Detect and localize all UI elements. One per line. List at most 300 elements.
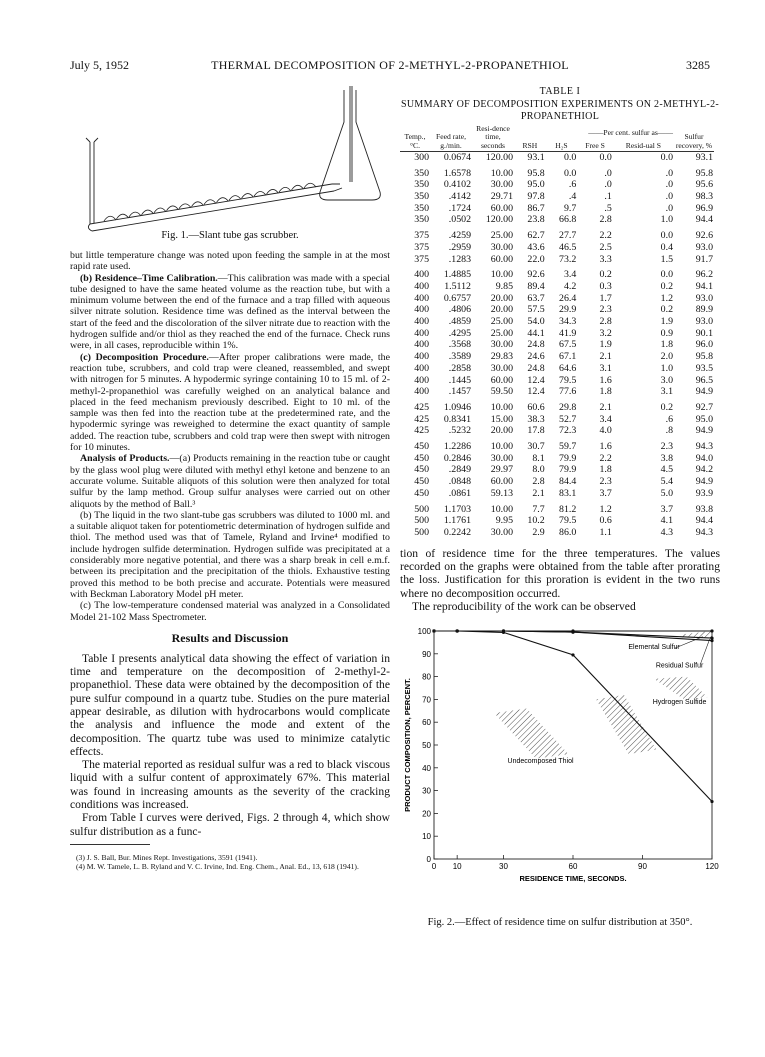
table-cell: 450	[414, 487, 429, 499]
table-cell: 94.9	[695, 476, 713, 488]
region-label: Hydrogen Sulfide	[652, 699, 707, 707]
table-cell: 4.5	[660, 464, 673, 476]
table-cell: 22.0	[527, 253, 545, 265]
header-residual-s: Resid-ual S	[613, 138, 674, 152]
table-label: TABLE I	[539, 86, 581, 97]
table-cell: 450	[414, 464, 429, 476]
table-cell: 0.0	[563, 167, 577, 179]
table-cell: .4142	[448, 191, 471, 202]
header-rsh: RSH	[514, 138, 546, 152]
table-cell: 2.8	[599, 214, 612, 226]
table-cell: 1.1703	[443, 503, 471, 515]
table-row	[400, 164, 714, 180]
table-cell: 25.00	[490, 327, 513, 339]
paragraph-scrubber-liquid: (b) The liquid in the two slant-tube gas scrubbers was diluted to 1000 ml. and a suitable aliquot taken for potentiometric determination of hydrogen sulfide and thiol. The method used was that of Tamele, Ryland and Irvine⁴ modified to include hydrogen sulfide determination. Hydrogen sulfide was precipitated at a considerably more negative potential, and there was a sharp break in cell e.m.f. between its precipitation and the precipitation of the thiols. Exhaustive testing proved this method to be both precise and accurate. Potentials were measured with Beckman Laboratory Model pH meter.	[70, 509, 390, 600]
table-cell: 350	[414, 214, 429, 226]
table-cell: .3568	[448, 339, 471, 351]
y-tick-label: 90	[422, 649, 431, 659]
paragraph-decomposition-procedure	[70, 352, 390, 454]
table-body	[400, 151, 714, 538]
table-cell: 84.4	[559, 476, 577, 488]
table-row	[400, 375, 714, 387]
table-cell: 94.0	[695, 452, 713, 464]
table-cell: 93.0	[695, 292, 713, 304]
table-cell: 12.4	[527, 374, 545, 386]
residence-calibration-lead: (b) Residence–Time Calibration.	[80, 272, 218, 284]
scrubber-bulbs	[104, 183, 316, 221]
table-cell: .1283	[448, 253, 471, 265]
table-cell: .0	[665, 202, 673, 214]
data-point	[502, 630, 505, 633]
table-caption: SUMMARY OF DECOMPOSITION EXPERIMENTS ON 2-METHYL-2-PROPANETHIOL	[401, 99, 719, 122]
table-cell: 95.6	[695, 179, 713, 191]
table-cell: 425	[414, 425, 429, 437]
table-cell: 89.4	[527, 280, 545, 292]
table-cell: 1.2	[599, 503, 612, 515]
y-axis-label: PRODUCT COMPOSITION, PERCENT.	[403, 678, 412, 813]
table-row	[400, 304, 714, 316]
table-row	[400, 453, 714, 465]
table-cell: 20.00	[490, 425, 513, 437]
table-cell: 2.8	[599, 316, 612, 328]
table-cell: 30.00	[490, 362, 513, 374]
header-date: July 5, 1952	[70, 58, 130, 72]
table-cell: 1.8	[599, 464, 612, 476]
region-label: Residual Sulfur	[655, 662, 704, 670]
undecomposed-thiol-hatch-1	[596, 695, 656, 754]
table-cell: 24.6	[527, 351, 545, 363]
analysis-products-lead: Analysis of Products.	[80, 453, 170, 465]
table-cell: 91.7	[695, 253, 713, 265]
table-cell: 29.83	[490, 351, 513, 363]
table-cell: 12.4	[527, 386, 545, 398]
table-cell: 0.0	[599, 151, 612, 163]
right-paragraph-1: tion of residence time for the three temperatures. The values recorded on the graphs were obtained from the table after prorating the loss. Justification for this proration is evident in the two runs where no decomposition occurred.	[400, 546, 720, 600]
table-cell: 500	[414, 526, 429, 538]
table-cell: 10.00	[490, 441, 513, 453]
page-header	[70, 58, 710, 74]
table-cell: 1.4885	[443, 269, 471, 281]
header-free-s: Free S	[577, 138, 613, 152]
header-feed: Feed rate, g./min.	[430, 125, 472, 151]
table-cell: 25.00	[490, 316, 513, 328]
header-recovery: Sulfur recovery, %	[674, 125, 714, 151]
table-cell: 350	[414, 167, 429, 179]
x-tick-label: 90	[638, 862, 647, 872]
table-cell: 66.8	[559, 214, 577, 226]
table-cell: 1.6	[599, 374, 612, 386]
table-row	[400, 214, 714, 226]
table-cell: 25.00	[490, 230, 513, 242]
table-cell: 350	[414, 202, 429, 214]
sulfur-distribution-chart	[400, 625, 720, 915]
results-paragraph-1: Table I presents analytical data showing the effect of variation in time and temperature on the decomposition of 2-methyl-2-propanethiol. These data were obtained by the decomposition of the pure sulfur compound in a quartz tube. Studies on the pure material appear desirable, as dilution with hydrocarbons would complicate the analysis and influence the mode and extent of the decomposition. The quartz tube was used to minimize catalytic effects.	[70, 651, 390, 758]
table-cell: 38.3	[527, 413, 545, 425]
decomposition-procedure-text: —After proper calibrations were made, the reaction tube, scrubbers, and cold trap were cleaned, reassembled, and swept with nitrogen for 5 minutes. A hypodermic syringe containing 10 to 15 ml. of 2-methyl-2-propanethiol was carefully weighed on an analytical balance and placed in the feed mechanism previously described. Eight to 10 ml. of the sample was then fed into the reaction tube at the predetermined rate, and the hypodermic syringe was reweighed to determine the exact quantity of sample added. The reaction tube, scrubbers and cold trap were then swept with nitrogen for 10 minutes.	[70, 351, 390, 454]
y-tick-label: 30	[422, 786, 431, 796]
table-cell: 90.1	[695, 327, 713, 339]
table-cell: 95.8	[527, 167, 545, 179]
table-cell: 29.71	[490, 191, 513, 202]
table-cell: 10.00	[490, 401, 513, 413]
table-cell: .0848	[448, 476, 471, 488]
table-cell: 93.0	[695, 241, 713, 253]
table-cell: 96.0	[695, 339, 713, 351]
table-cell: .0	[665, 191, 673, 202]
table-cell: 8.0	[532, 464, 545, 476]
table-cell: 375	[414, 230, 429, 242]
table-row	[400, 488, 714, 500]
table-row	[400, 437, 714, 453]
table-cell: 0.4	[660, 241, 673, 253]
table-cell: 94.4	[695, 515, 713, 527]
table-row	[400, 363, 714, 375]
figure-2-chart	[400, 625, 720, 915]
right-column	[400, 82, 720, 929]
data-point	[710, 630, 713, 633]
table-cell: 0.6757	[443, 292, 471, 304]
results-heading: Results and Discussion	[171, 630, 289, 645]
table-cell: 425	[414, 413, 429, 425]
table-cell: 0.6	[599, 515, 612, 527]
table-cell: 1.7	[599, 292, 612, 304]
footnote-3: (3) J. S. Ball, Bur. Mines Rept. Investigations, 3591 (1941).	[76, 852, 258, 862]
header-per-cent: ——Per cent. sulfur as——	[588, 127, 673, 137]
table-cell: 400	[414, 339, 429, 351]
series-line-undecomposed-thiol	[434, 631, 712, 802]
table-cell: 120.00	[485, 151, 513, 163]
table-cell: 5.0	[660, 487, 673, 499]
table-cell: .0	[604, 167, 612, 179]
x-tick-label: 60	[568, 862, 578, 872]
table-cell: 2.5	[599, 241, 612, 253]
figure-1-caption: Fig. 1.—Slant tube gas scrubber.	[161, 230, 299, 241]
table-cell: 450	[414, 476, 429, 488]
table-cell: 3.1	[660, 386, 673, 398]
table-cell: 400	[414, 280, 429, 292]
table-cell: 93.1	[527, 151, 545, 163]
table-cell: 9.95	[495, 515, 513, 527]
table-cell: 2.9	[532, 526, 545, 538]
slant-tube-scrubber-illustration	[70, 82, 390, 232]
table-cell: 2.3	[599, 476, 612, 488]
table-cell: .5	[604, 202, 612, 214]
table-cell: 94.1	[695, 280, 713, 292]
table-cell: 30.00	[490, 339, 513, 351]
region-label: Elemental Sulfur	[628, 644, 680, 652]
table-cell: 79.9	[559, 464, 577, 476]
table-cell: 350	[414, 191, 429, 202]
table-cell: 375	[414, 241, 429, 253]
table-row	[400, 265, 714, 281]
table-cell: 9.7	[563, 202, 577, 214]
table-row	[400, 328, 714, 340]
paragraph-residence-calibration	[70, 273, 390, 352]
table-cell: 95.8	[695, 351, 713, 363]
y-tick-label: 70	[422, 695, 431, 705]
table-cell: 3.3	[599, 253, 612, 265]
x-tick-label: 120	[705, 862, 719, 872]
table-cell: 400	[414, 362, 429, 374]
table-cell: 94.3	[695, 441, 713, 453]
table-cell: 0.2	[660, 304, 673, 316]
table-cell: 92.6	[527, 269, 545, 281]
table-cell: 10.00	[490, 269, 513, 281]
table-row	[400, 515, 714, 527]
table-cell: 30.00	[490, 241, 513, 253]
table-cell: 0.2846	[443, 452, 471, 464]
table-cell: 60.00	[490, 476, 513, 488]
decomposition-table	[400, 125, 714, 539]
y-tick-label: 0	[426, 855, 431, 865]
table-cell: 0.0	[660, 269, 673, 281]
table-cell: 500	[414, 503, 429, 515]
table-cell: 94.9	[695, 386, 713, 398]
table-cell: 1.9	[599, 339, 612, 351]
table-cell: 43.6	[527, 241, 545, 253]
table-cell: 93.8	[695, 503, 713, 515]
table-cell: 1.2	[660, 292, 673, 304]
table-cell: .1724	[448, 202, 471, 214]
table-cell: 73.2	[559, 253, 577, 265]
table-cell: 64.6	[559, 362, 577, 374]
table-cell: 400	[414, 374, 429, 386]
y-tick-label: 100	[417, 627, 431, 637]
y-tick-label: 60	[422, 718, 431, 728]
y-tick-label: 80	[422, 672, 431, 682]
table-cell: 10.2	[527, 515, 545, 527]
footnote-rule	[70, 844, 150, 845]
table-cell: 1.9	[660, 316, 673, 328]
table-cell: 94.3	[695, 526, 713, 538]
paragraph-mass-spectrometer: (c) The low-temperature condensed material was analyzed in a Consolidated Model 21-102 Mass Spectrometer.	[70, 600, 390, 623]
table-cell: 2.2	[599, 452, 612, 464]
table-cell: 86.7	[527, 202, 545, 214]
footnotes	[70, 853, 390, 872]
table-cell: .1	[604, 191, 612, 202]
table-cell: 29.97	[490, 464, 513, 476]
table-cell: 1.8	[599, 386, 612, 398]
table-row	[400, 281, 714, 293]
table-cell: .0502	[448, 214, 471, 226]
data-point	[710, 637, 713, 640]
table-cell: 1.0	[660, 214, 673, 226]
x-tick-label: 30	[499, 862, 508, 872]
table-cell: 0.3	[599, 280, 612, 292]
table-cell: 97.8	[527, 191, 545, 202]
table-cell: 1.6578	[443, 167, 471, 179]
figure-1	[70, 82, 390, 246]
table-cell: 2.0	[660, 351, 673, 363]
region-label: Undecomposed Thiol	[507, 758, 574, 766]
footnote-4: (4) M. W. Tamele, L. B. Ryland and V. C. Irvine, Ind. Eng. Chem., Anal. Ed., 13, 618 (1941).	[76, 862, 359, 872]
table-cell: 3.1	[599, 362, 612, 374]
table-cell: 1.8	[660, 339, 673, 351]
table-cell: 93.9	[695, 487, 713, 499]
data-point	[571, 630, 574, 633]
table-row	[400, 179, 714, 191]
table-cell: .2858	[448, 362, 471, 374]
table-cell: 20.00	[490, 304, 513, 316]
table-cell: 41.9	[559, 327, 577, 339]
table-cell: 0.0	[563, 151, 577, 163]
table-cell: 60.00	[490, 202, 513, 214]
table-cell: 3.0	[660, 374, 673, 386]
table-cell: 79.5	[559, 374, 577, 386]
table-cell: 3.7	[660, 503, 673, 515]
table-row	[400, 386, 714, 398]
table-cell: 1.6	[599, 441, 612, 453]
table-cell: 29.9	[559, 304, 577, 316]
results-paragraph-2: The material reported as residual sulfur was a red to black viscous liquid with a sulfur content of approximately 67%. This material was found in increasing amounts as the severity of the cracking conditions was increased.	[70, 758, 390, 812]
figure-2-caption: Fig. 2.—Effect of residence time on sulfur distribution at 350°.	[427, 917, 693, 929]
table-cell: 72.3	[559, 425, 577, 437]
table-cell: 400	[414, 386, 429, 398]
table-row	[400, 191, 714, 203]
table-cell: 94.4	[695, 214, 713, 226]
table-row	[400, 254, 714, 266]
table-row	[400, 351, 714, 363]
table-cell: 30.00	[490, 179, 513, 191]
table-cell: .3589	[448, 351, 471, 363]
table-cell: 89.9	[695, 304, 713, 316]
table-row	[400, 293, 714, 305]
table-row	[400, 226, 714, 242]
table-cell: .0861	[448, 487, 471, 499]
table-cell: 52.7	[559, 413, 577, 425]
table-cell: 26.4	[559, 292, 577, 304]
table-cell: 62.7	[527, 230, 545, 242]
table-cell: 96.5	[695, 374, 713, 386]
table-cell: 350	[414, 179, 429, 191]
table-cell: 500	[414, 515, 429, 527]
table-cell: 1.2286	[443, 441, 471, 453]
table-cell: .4806	[448, 304, 471, 316]
table-row	[400, 464, 714, 476]
table-cell: 60.00	[490, 253, 513, 265]
table-cell: 60.6	[527, 401, 545, 413]
table-row	[400, 398, 714, 414]
table-cell: 2.3	[660, 441, 673, 453]
table-cell: 27.7	[559, 230, 577, 242]
results-paragraph-3: From Table I curves were derived, Figs. 2 through 4, which show sulfur distribution as a func-	[70, 811, 390, 838]
table-cell: 2.1	[599, 351, 612, 363]
table-cell: 400	[414, 327, 429, 339]
table-cell: 4.3	[660, 526, 673, 538]
table-cell: 2.1	[532, 487, 545, 499]
table-cell: 10.00	[490, 167, 513, 179]
table-cell: 63.7	[527, 292, 545, 304]
left-column	[70, 82, 390, 872]
table-cell: 30.00	[490, 452, 513, 464]
y-tick-label: 40	[422, 763, 431, 773]
data-point	[710, 800, 713, 803]
table-cell: 96.9	[695, 202, 713, 214]
table-cell: 57.5	[527, 304, 545, 316]
table-cell: 98.3	[695, 191, 713, 202]
residual-sulfur-leader	[700, 639, 709, 664]
residence-calibration-text: —This calibration was made with a special tube designed to have the same heated volume as the reaction tube, but with a minimum volume between the end of the furnace and a trap filled with aqueous silver nitrate solution. Residence time was defined as the interval between the start of the feed and the discoloration of the silver nitrate due to reaction with the hydrogen sulfide and/or thiol as they reached the end of the furnace. Check runs were, in all cases, reproducible within 1%.	[70, 272, 391, 352]
header-temp: Temp., °C.	[400, 125, 430, 151]
table-cell: 81.2	[559, 503, 577, 515]
table-cell: 34.3	[559, 316, 577, 328]
table-cell: 400	[414, 316, 429, 328]
y-tick-label: 20	[422, 809, 431, 819]
table-cell: 94.2	[695, 464, 713, 476]
table-cell: 86.0	[559, 526, 577, 538]
table-cell: 2.8	[532, 476, 545, 488]
table-cell: 67.5	[559, 339, 577, 351]
table-cell: 24.8	[527, 339, 545, 351]
table-cell: 79.9	[559, 452, 577, 464]
table-cell: 92.7	[695, 401, 713, 413]
table-cell: .4	[568, 191, 577, 202]
table-cell: 77.6	[559, 386, 577, 398]
table-cell: 2.1	[599, 401, 612, 413]
table-cell: 54.0	[527, 316, 545, 328]
paragraph-temperature: but little temperature change was noted upon feeding the sample in at the most rapid rate used.	[70, 250, 390, 273]
table-cell: 1.5	[660, 253, 673, 265]
table-cell: .4295	[448, 327, 471, 339]
table-cell: 59.50	[490, 386, 513, 398]
table-cell: 0.2242	[443, 526, 471, 538]
table-cell: 3.8	[660, 452, 673, 464]
table-cell: 15.00	[490, 413, 513, 425]
table-cell: 30.00	[490, 526, 513, 538]
table-cell: 0.4102	[443, 179, 471, 191]
header-residence: Resi-dence time, seconds	[472, 125, 514, 151]
table-row	[400, 151, 714, 163]
decomposition-procedure-lead: (c) Decomposition Procedure.	[80, 351, 209, 363]
table-row	[400, 425, 714, 437]
table-cell: 3.2	[599, 327, 612, 339]
table-cell: 9.85	[495, 280, 513, 292]
table-cell: 0.0	[660, 151, 673, 163]
table-cell: 4.2	[563, 280, 577, 292]
table-cell: 44.1	[527, 327, 545, 339]
table-cell: 0.0674	[443, 151, 471, 163]
x-tick-label: 10	[452, 862, 462, 872]
y-tick-label: 10	[422, 832, 431, 842]
table-cell: .6	[568, 179, 577, 191]
y-tick-label: 50	[422, 741, 431, 751]
table-cell: 17.8	[527, 425, 545, 437]
table-cell: 46.5	[559, 241, 577, 253]
table-cell: 92.6	[695, 230, 713, 242]
table-cell: .1445	[448, 374, 471, 386]
table-cell: 4.1	[660, 515, 673, 527]
table-cell: 450	[414, 452, 429, 464]
table-cell: .2849	[448, 464, 471, 476]
x-axis-label: RESIDENCE TIME, SECONDS.	[519, 874, 627, 884]
table-cell: 2.2	[599, 230, 612, 242]
table-cell: 375	[414, 253, 429, 265]
table-row	[400, 414, 714, 426]
table-cell: 59.7	[559, 441, 577, 453]
table-cell: 1.0	[660, 362, 673, 374]
table-row	[400, 527, 714, 539]
table-cell: 93.5	[695, 362, 713, 374]
table-cell: 400	[414, 269, 429, 281]
table-cell: 59.13	[490, 487, 513, 499]
table-row	[400, 203, 714, 215]
table-cell: .6	[665, 413, 673, 425]
table-cell: 400	[414, 351, 429, 363]
table-cell: 8.1	[532, 452, 545, 464]
table-cell: 10.00	[490, 503, 513, 515]
table-cell: 300	[414, 151, 429, 163]
table-cell: 83.1	[559, 487, 577, 499]
